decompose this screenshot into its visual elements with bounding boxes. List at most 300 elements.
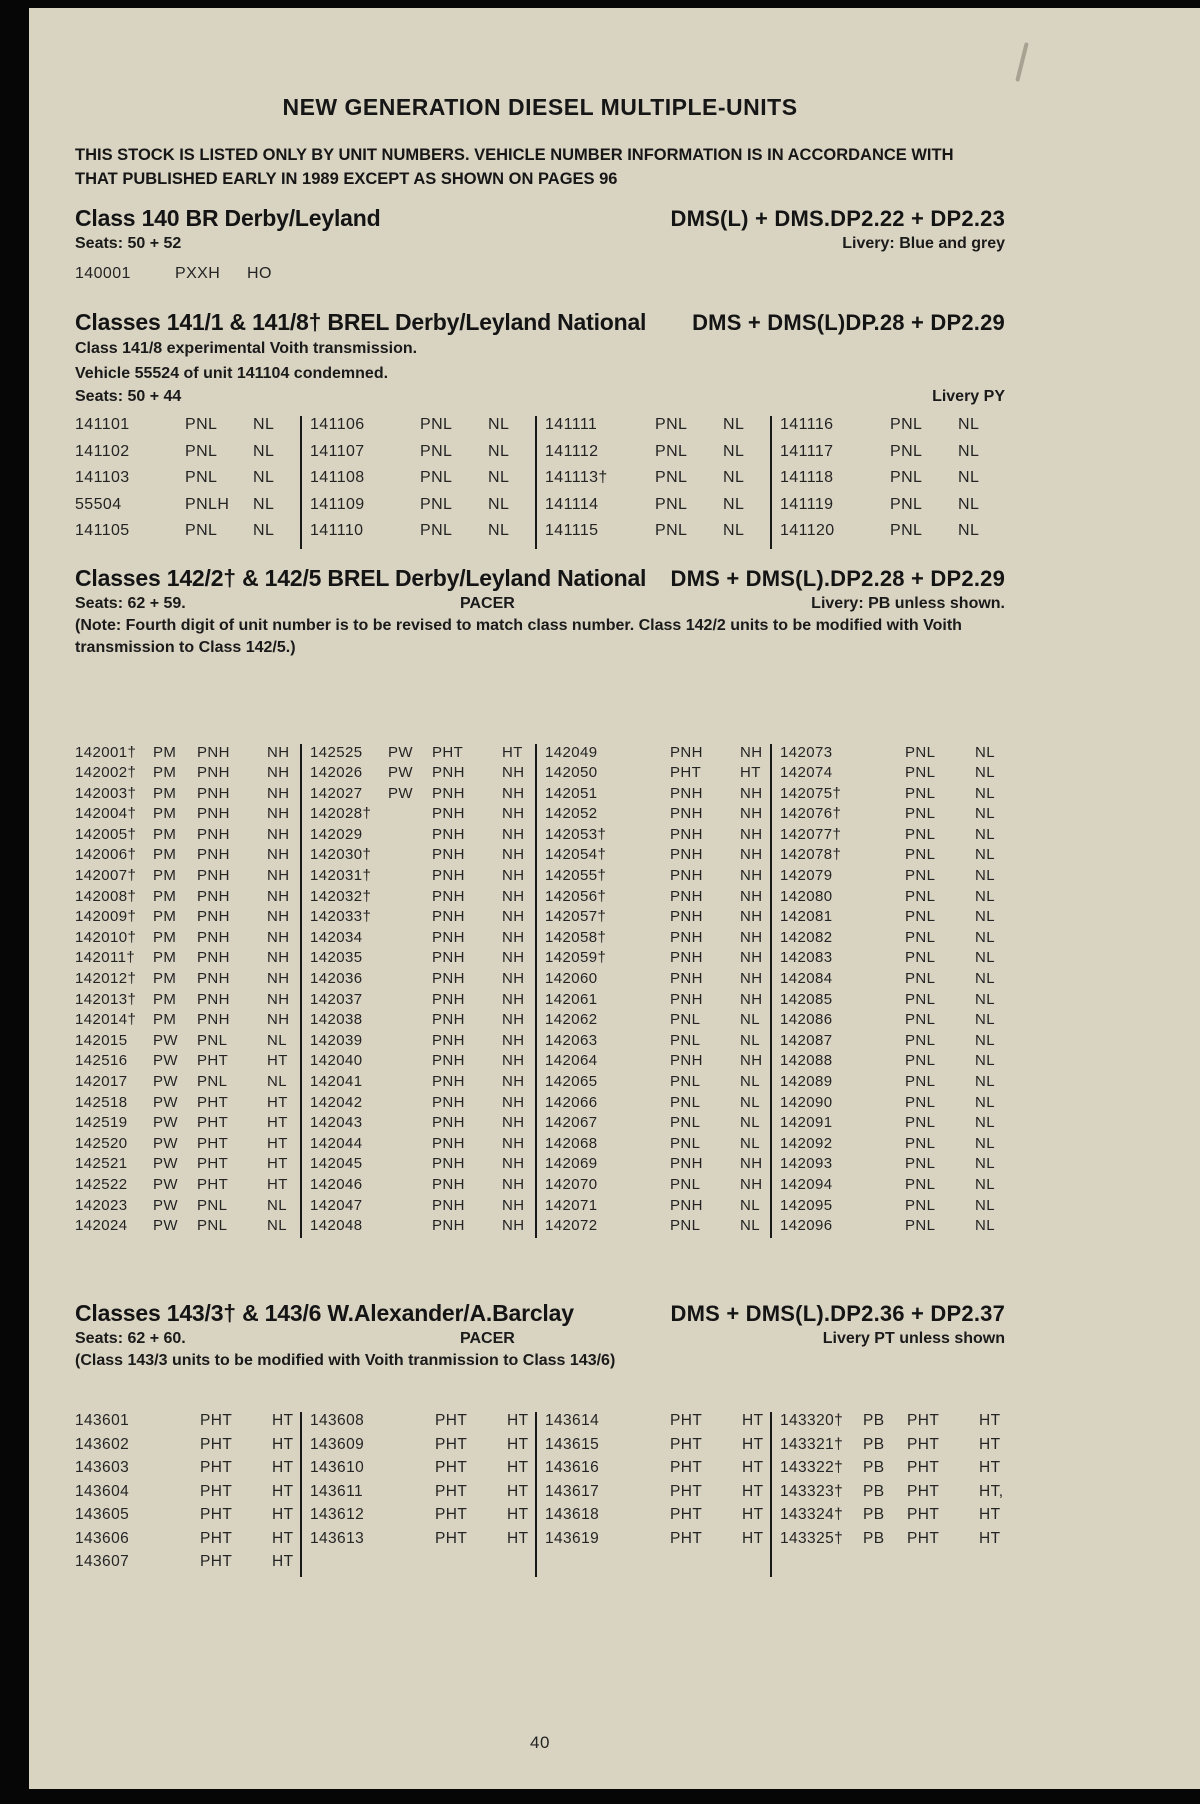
depot-code: NL	[723, 442, 745, 460]
depot-code: NH	[740, 1052, 763, 1070]
unit-column-group	[780, 744, 1005, 1238]
unit-number: 142092	[780, 1134, 833, 1152]
allocation-code: PNH	[197, 990, 230, 1008]
allocation-code: PHT	[432, 743, 464, 761]
depot-code: HT	[267, 1052, 288, 1070]
allocation-code: PHT	[200, 1482, 233, 1500]
unit-number: 143603	[75, 1459, 130, 1477]
depot-letter-code: PW	[153, 1093, 178, 1111]
allocation-code: PNH	[432, 784, 465, 802]
depot-code: NL	[958, 495, 980, 513]
allocation-code: PNL	[890, 416, 923, 433]
depot-code: HT	[979, 1459, 1001, 1477]
depot-letter-code	[388, 1011, 432, 1032]
unit-number: 143611	[310, 1482, 363, 1500]
unit-number: 142044	[310, 1134, 363, 1152]
unit-number: 142071	[545, 1196, 598, 1214]
depot-code: HT	[742, 1459, 764, 1477]
unit-number: 141103	[75, 469, 130, 486]
depot-code: NH	[267, 970, 290, 988]
unit-number: 141113†	[545, 469, 608, 486]
allocation-code: PNL	[197, 1196, 228, 1214]
unit-column-group	[75, 744, 302, 1238]
depot-code: HT	[507, 1435, 529, 1453]
allocation-code: PNL	[905, 928, 936, 946]
depot-code: NL	[958, 416, 980, 433]
allocation-code: PHT	[200, 1412, 233, 1430]
allocation-code: PHT	[670, 1435, 703, 1453]
allocation-code: PNL	[905, 1175, 936, 1193]
depot-code: HT,	[979, 1482, 1004, 1500]
allocation-code: PNL	[670, 1134, 701, 1152]
depot-code: NH	[740, 805, 763, 823]
depot-code: NH	[502, 1134, 525, 1152]
unit-number: 142039	[310, 1031, 363, 1049]
allocation-code: PNH	[670, 949, 703, 967]
allocation-code: PNH	[197, 970, 230, 988]
depot-letter-code	[388, 908, 432, 929]
allocation-code: PNL	[420, 522, 453, 539]
unit-number: 142080	[780, 887, 833, 905]
allocation-code: PNL	[655, 469, 688, 486]
depot-code: NL	[488, 495, 510, 513]
unit-number: 142074	[780, 764, 833, 782]
allocation-code: PNL	[420, 469, 453, 486]
allocation-code: PNH	[197, 908, 230, 926]
depot-letter-code	[388, 1114, 432, 1135]
unit-number: 141120	[780, 522, 835, 539]
depot-code: NH	[502, 1196, 525, 1214]
unit-number: 141107	[310, 442, 365, 460]
section-heading: Classes 141/1 & 141/8† BREL Derby/Leyland National	[75, 309, 647, 335]
unit-number: 142007†	[75, 867, 137, 885]
unit-column-group	[75, 1412, 302, 1577]
unit-number: 141114	[545, 495, 599, 513]
depot-code: NL	[740, 1011, 760, 1029]
depot-letter-code: PM	[153, 970, 177, 988]
allocation-code: PHT	[197, 1175, 229, 1193]
formation-code: DMS + DMS(L).DP2.28 + DP2.29	[670, 565, 1005, 591]
unit-number: 142047	[310, 1196, 363, 1214]
depot-letter-code: PW	[153, 1196, 178, 1214]
unit-number: 143605	[75, 1506, 130, 1524]
unit-number: 142014†	[75, 1011, 137, 1029]
allocation-code: PNL	[905, 1052, 936, 1070]
livery-label: Livery: Blue and grey	[842, 235, 1005, 252]
depot-code: NH	[740, 867, 763, 885]
unit-number: 141106	[310, 416, 365, 433]
allocation-code: PHT	[200, 1529, 233, 1547]
unit-number: 142078†	[780, 846, 842, 864]
allocation-code: PNL	[905, 1114, 936, 1132]
allocation-code: PNL	[670, 1093, 701, 1111]
unit-table-143	[75, 1412, 1005, 1577]
depot-code: NL	[975, 1155, 995, 1173]
depot-code: NL	[975, 846, 995, 864]
unit-number: 142057†	[545, 908, 607, 926]
depot-letter-code: PW	[388, 784, 413, 802]
depot-code: NL	[975, 1114, 995, 1132]
allocation-code: PHT	[907, 1412, 940, 1430]
unit-number: 142015	[75, 1031, 128, 1049]
depot-code: NL	[723, 495, 745, 513]
depot-letter-code	[388, 1217, 432, 1238]
unit-number: 142082	[780, 928, 833, 946]
depot-code: NH	[502, 846, 525, 864]
unit-number: 143323†	[780, 1482, 844, 1500]
depot-code: NH	[502, 1011, 525, 1029]
unit-number: 142006†	[75, 846, 137, 864]
depot-code: NL	[975, 1073, 995, 1090]
depot-letter-code: PW	[153, 1052, 178, 1070]
allocation-code: PNH	[432, 1093, 465, 1111]
depot-code: NL	[975, 764, 995, 782]
allocation-code: PNL	[655, 495, 688, 513]
allocation-code: PNL	[420, 495, 453, 513]
unit-number: 142032†	[310, 887, 372, 905]
depot-code: NH	[502, 1217, 525, 1235]
section-class-142	[75, 565, 1005, 1238]
unit-number: 142072	[545, 1217, 598, 1235]
unit-column-group	[310, 1412, 537, 1577]
depot-letter-code	[388, 929, 432, 950]
depot-code: NH	[502, 805, 525, 823]
scanned-page	[29, 8, 1200, 1789]
allocation-code: PNL	[905, 1217, 936, 1235]
unit-number: 142519	[75, 1114, 128, 1132]
unit-number: 142520	[75, 1134, 128, 1152]
depot-code: HT	[507, 1506, 529, 1524]
livery-letter-code: PB	[863, 1435, 885, 1453]
unit-number: 142062	[545, 1011, 598, 1029]
depot-code: NL	[723, 416, 745, 433]
allocation-code: PNL	[905, 1073, 936, 1090]
allocation-code: PNL	[905, 743, 936, 761]
unit-number: 142060	[545, 970, 598, 988]
allocation-code: PNL	[670, 1114, 701, 1132]
depot-code: NL	[740, 1093, 760, 1111]
allocation-code: PNL	[420, 442, 453, 460]
allocation-code: PNL	[655, 442, 688, 460]
depot-letter-code: PM	[153, 887, 177, 905]
allocation-code: PHT	[907, 1506, 940, 1524]
depot-code: NL	[253, 469, 275, 486]
depot-code: NL	[253, 442, 275, 460]
allocation-code: PNH	[432, 1052, 465, 1070]
depot-code: NL	[975, 743, 995, 761]
unit-number: 141118	[780, 469, 834, 486]
allocation-code: PNL	[655, 416, 688, 433]
depot-code: NL	[740, 1217, 760, 1235]
allocation-code: PNLH	[185, 495, 230, 513]
depot-code: NL	[975, 949, 995, 967]
unit-number: 142050	[545, 764, 598, 782]
allocation-code: PNL	[905, 1134, 936, 1152]
allocation-code: PNH	[432, 990, 465, 1008]
unit-number: 142038	[310, 1011, 363, 1029]
depot-letter-code	[388, 991, 432, 1012]
unit-number: 143320†	[780, 1412, 844, 1430]
depot-code: HT	[267, 1175, 288, 1193]
depot-code: NH	[502, 928, 525, 946]
depot-letter-code: PM	[153, 867, 177, 885]
unit-number: 142090	[780, 1093, 833, 1111]
depot-code: NH	[502, 1093, 525, 1111]
depot-letter-code	[388, 867, 432, 888]
unit-number: 142091	[780, 1114, 833, 1132]
allocation-code: PNL	[655, 522, 688, 539]
depot-code: NH	[740, 928, 763, 946]
unit-number: 143617	[545, 1482, 600, 1500]
allocation-code: PHT	[197, 1052, 229, 1070]
section-class-141	[75, 309, 1005, 549]
allocation-code: PNH	[670, 1196, 703, 1214]
depot-code: NL	[975, 784, 995, 802]
unit-number: 142011†	[75, 949, 136, 967]
depot-code: NL	[253, 522, 275, 539]
depot-code: NH	[740, 908, 763, 926]
depot-code: NH	[502, 949, 525, 967]
allocation-code: PHT	[670, 764, 702, 782]
unit-number: 142040	[310, 1052, 363, 1070]
allocation-code: PNL	[905, 1011, 936, 1029]
unit-table-140	[75, 265, 1005, 291]
allocation-code: PNH	[670, 1155, 703, 1173]
allocation-code: PNH	[670, 990, 703, 1008]
depot-code: NL	[975, 928, 995, 946]
unit-number: 142030†	[310, 846, 372, 864]
allocation-code: PNL	[185, 522, 218, 539]
unit-number: 142061	[545, 990, 598, 1008]
unit-number: 142058†	[545, 928, 607, 946]
allocation-code: PNH	[670, 887, 703, 905]
depot-letter-code	[388, 1094, 432, 1115]
unit-number: 142043	[310, 1114, 363, 1132]
depot-code: NH	[740, 1175, 763, 1193]
allocation-code: PNL	[905, 908, 936, 926]
depot-letter-code: PW	[153, 1031, 178, 1049]
allocation-code: PHT	[435, 1459, 468, 1477]
section-class-143	[75, 1300, 1005, 1577]
allocation-code: PHT	[670, 1506, 703, 1524]
unit-number: 143608	[310, 1412, 365, 1430]
allocation-code: PNL	[670, 1031, 701, 1049]
allocation-code: PNL	[905, 1155, 936, 1173]
depot-letter-code: PW	[153, 1114, 178, 1132]
unit-number: 142009†	[75, 908, 137, 926]
unit-number: 142051	[545, 784, 598, 802]
depot-code: NL	[975, 887, 995, 905]
depot-code: HT	[507, 1529, 529, 1547]
allocation-code: PNL	[185, 416, 218, 433]
section-heading: Class 140 BR Derby/Leyland	[75, 205, 381, 231]
unit-number: 142013†	[75, 990, 137, 1008]
depot-code: NL	[267, 1031, 287, 1049]
depot-code: NH	[267, 764, 290, 782]
allocation-code: PNL	[905, 1031, 936, 1049]
formation-code: DMS + DMS(L).DP2.36 + DP2.37	[670, 1300, 1005, 1326]
livery-label: Livery PY	[932, 388, 1005, 405]
depot-letter-code	[388, 1032, 432, 1053]
depot-code: NL	[253, 416, 275, 433]
unit-number: 142073	[780, 743, 833, 761]
unit-number: 143615	[545, 1435, 600, 1453]
depot-code: NH	[502, 1175, 525, 1193]
section-note: Class 141/8 experimental Voith transmission.	[75, 340, 418, 357]
allocation-code: PNL	[890, 469, 923, 486]
depot-code: NH	[740, 990, 763, 1008]
allocation-code: PNL	[185, 442, 218, 460]
unit-number: 141108	[310, 469, 365, 486]
allocation-code: PNH	[432, 825, 465, 843]
unit-number: 142068	[545, 1134, 598, 1152]
unit-column-group	[780, 1412, 1005, 1577]
depot-code: HT	[507, 1482, 529, 1500]
unit-number: 143321†	[780, 1435, 844, 1453]
unit-number: 142008†	[75, 887, 137, 905]
depot-code: HT	[979, 1506, 1001, 1524]
depot-code: NH	[502, 1073, 525, 1090]
unit-column-group	[545, 1412, 772, 1577]
depot-code: NH	[267, 949, 290, 967]
unit-table-142	[75, 744, 1005, 1238]
unit-number: 142002†	[75, 764, 137, 782]
depot-code: NL	[740, 1134, 760, 1152]
allocation-code: PNH	[670, 867, 703, 885]
unit-number: 142095	[780, 1196, 833, 1214]
allocation-code: PNL	[905, 990, 936, 1008]
depot-code: HT	[742, 1412, 764, 1430]
depot-letter-code: PM	[153, 928, 177, 946]
allocation-code: PHT	[670, 1529, 703, 1547]
section-note: (Class 143/3 units to be modified with Voith tranmission to Class 143/6)	[75, 1351, 616, 1369]
unit-number: 143613	[310, 1529, 365, 1547]
allocation-code: PNH	[197, 887, 230, 905]
allocation-code: PNH	[432, 805, 465, 823]
depot-code: NH	[740, 784, 763, 802]
unit-number: 142024	[75, 1217, 128, 1235]
depot-code: HT	[742, 1506, 764, 1524]
allocation-code: PHT	[907, 1459, 940, 1477]
depot-code: NL	[488, 442, 510, 460]
livery-letter-code: PB	[863, 1506, 885, 1524]
section-heading: Classes 143/3† & 143/6 W.Alexander/A.Barclay	[75, 1299, 574, 1326]
depot-code: NL	[958, 442, 980, 460]
allocation-code: PHT	[197, 1134, 229, 1152]
depot-code: NL	[958, 522, 980, 539]
unit-number: 142067	[545, 1114, 598, 1132]
unit-number: 55504	[75, 495, 122, 513]
depot-code: HT	[507, 1459, 529, 1477]
unit-number: 141119	[780, 495, 834, 513]
depot-code: NL	[975, 1031, 995, 1049]
depot-code: NL	[975, 908, 995, 926]
unit-number: 143610	[310, 1459, 365, 1477]
unit-number: 143604	[75, 1482, 130, 1500]
unit-number: 142054†	[545, 846, 607, 864]
depot-letter-code: PM	[153, 784, 177, 802]
depot-letter-code: PW	[153, 1134, 178, 1152]
depot-code: NL	[723, 469, 745, 486]
scan-mark	[1015, 42, 1029, 82]
allocation-code: PNH	[197, 846, 230, 864]
depot-letter-code: PW	[153, 1175, 178, 1193]
depot-code: HT	[272, 1553, 294, 1571]
depot-code: NH	[502, 908, 525, 926]
depot-code: HT	[502, 743, 523, 761]
unit-number: 142063	[545, 1031, 598, 1049]
unit-number: 142012†	[75, 970, 137, 988]
allocation-code: PHT	[200, 1506, 233, 1524]
allocation-code: PNH	[432, 1134, 465, 1152]
depot-letter-code: PM	[153, 805, 177, 823]
unit-number: 142085	[780, 990, 833, 1008]
unit-number: 141117	[780, 442, 834, 460]
depot-code: HT	[267, 1155, 288, 1173]
depot-letter-code	[388, 1135, 432, 1156]
allocation-code: PHT	[670, 1459, 703, 1477]
depot-code: NL	[975, 825, 995, 843]
allocation-code: PHT	[197, 1155, 229, 1173]
depot-letter-code: PM	[153, 743, 177, 761]
depot-code: NL	[488, 416, 510, 433]
allocation-code: PNL	[420, 416, 453, 433]
allocation-code: PHT	[670, 1412, 703, 1430]
depot-letter-code: PW	[388, 764, 413, 782]
unit-number: 143602	[75, 1435, 130, 1453]
intro-text	[75, 143, 1005, 191]
allocation-code: PNH	[432, 1011, 465, 1029]
allocation-code: PNH	[670, 928, 703, 946]
allocation-code: PNH	[197, 784, 230, 802]
allocation-code: PNL	[905, 867, 936, 885]
depot-code: NH	[502, 1031, 525, 1049]
seats-label: Seats: 62 + 59.	[75, 594, 186, 612]
unit-number: 142036	[310, 970, 363, 988]
depot-code: NH	[502, 1114, 525, 1132]
livery-letter-code: PB	[863, 1459, 885, 1477]
depot-letter-code: PM	[153, 846, 177, 864]
depot-code: NL	[723, 522, 745, 539]
unit-column-group	[310, 744, 537, 1238]
allocation-code: PNH	[197, 805, 230, 823]
depot-code: HT	[272, 1529, 294, 1547]
unit-number: 142056†	[545, 887, 607, 905]
allocation-code: PNH	[670, 970, 703, 988]
depot-code: NH	[740, 1155, 763, 1173]
allocation-code: PHT	[435, 1506, 468, 1524]
depot-letter-code: PW	[153, 1155, 178, 1173]
depot-code: NH	[740, 825, 763, 843]
depot-code: HT	[272, 1506, 294, 1524]
unit-number: 142026	[310, 764, 363, 782]
livery-label: Livery PT unless shown	[822, 1329, 1005, 1347]
unit-number: 143606	[75, 1529, 130, 1547]
depot-letter-code: PM	[153, 908, 177, 926]
unit-number: 142521	[75, 1155, 128, 1173]
allocation-code: PNL	[670, 1011, 701, 1029]
unit-number: 142069	[545, 1155, 598, 1173]
unit-number: 142083	[780, 949, 833, 967]
unit-number: 141105	[75, 522, 130, 539]
depot-letter-code	[388, 1176, 432, 1197]
depot-code: HT	[272, 1482, 294, 1500]
unit-number: 142525	[310, 743, 363, 761]
unit-number: 142045	[310, 1155, 363, 1173]
allocation-code: PNH	[432, 949, 465, 967]
depot-code: NL	[267, 1073, 287, 1090]
depot-code: NL	[975, 970, 995, 988]
